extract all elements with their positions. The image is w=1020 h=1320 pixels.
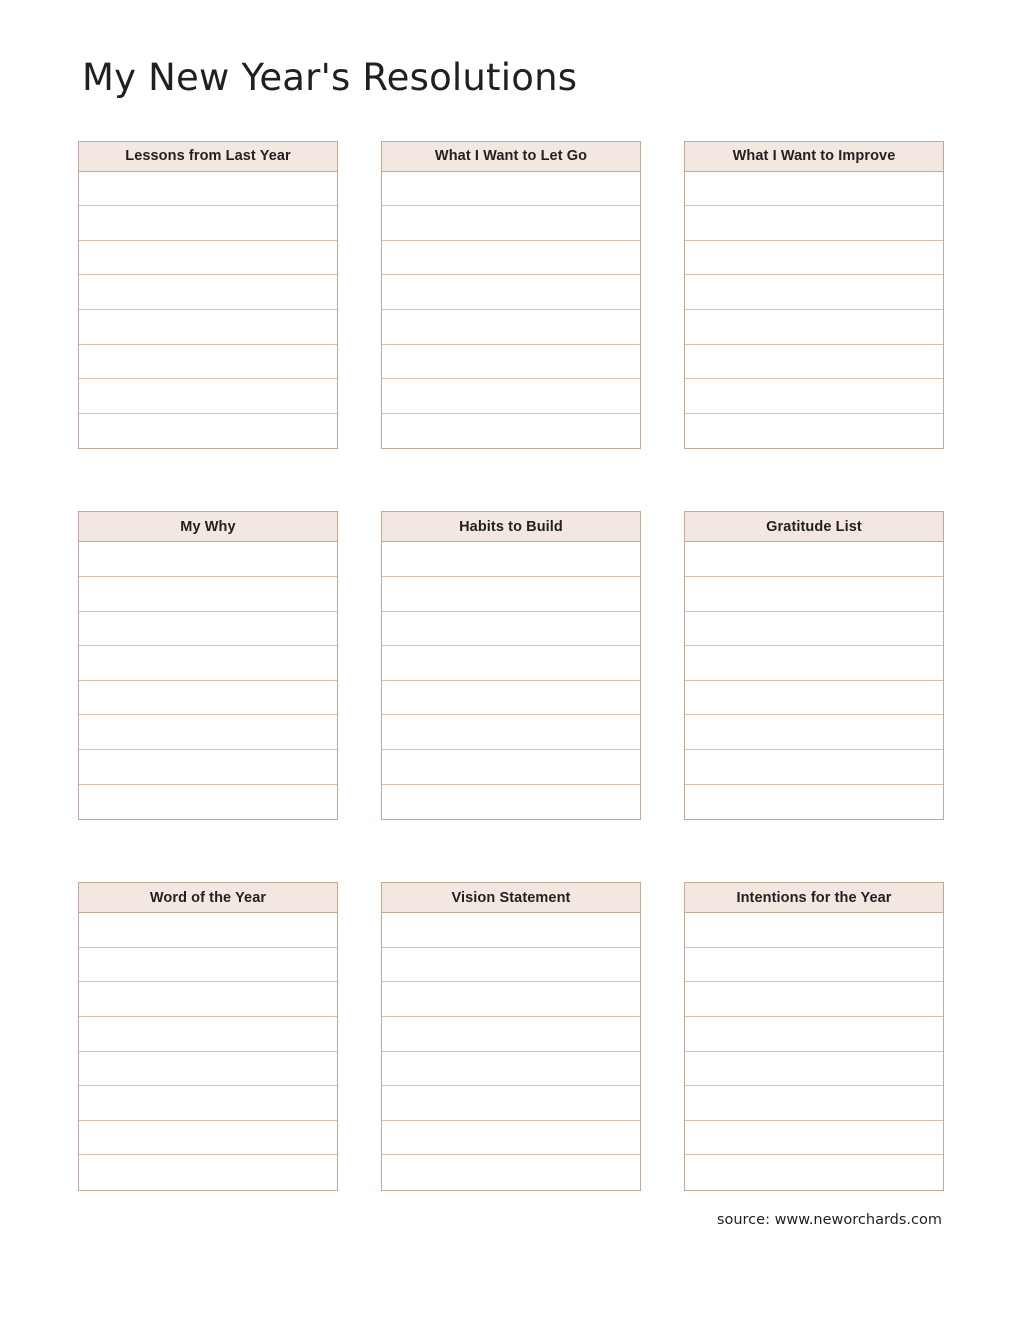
write-line[interactable] bbox=[382, 542, 640, 577]
write-line[interactable] bbox=[79, 1155, 337, 1190]
card-lines bbox=[78, 542, 338, 820]
write-line[interactable] bbox=[685, 948, 943, 983]
write-line[interactable] bbox=[685, 715, 943, 750]
write-line[interactable] bbox=[685, 542, 943, 577]
write-line[interactable] bbox=[685, 1052, 943, 1087]
card-lines bbox=[381, 542, 641, 820]
write-line[interactable] bbox=[79, 715, 337, 750]
write-line[interactable] bbox=[685, 206, 943, 241]
write-line[interactable] bbox=[382, 646, 640, 681]
write-line[interactable] bbox=[79, 275, 337, 310]
write-line[interactable] bbox=[685, 414, 943, 449]
write-line[interactable] bbox=[685, 379, 943, 414]
write-line[interactable] bbox=[79, 785, 337, 820]
write-line[interactable] bbox=[685, 1017, 943, 1052]
write-line[interactable] bbox=[79, 345, 337, 380]
write-line[interactable] bbox=[382, 681, 640, 716]
card-lines bbox=[78, 172, 338, 450]
write-line[interactable] bbox=[382, 172, 640, 207]
page-title: My New Year's Resolutions bbox=[82, 56, 578, 99]
card-title: Vision Statement bbox=[381, 882, 641, 913]
write-line[interactable] bbox=[685, 275, 943, 310]
card-lines bbox=[78, 913, 338, 1191]
write-line[interactable] bbox=[382, 577, 640, 612]
card-title: What I Want to Let Go bbox=[381, 141, 641, 172]
card-habits-to-build bbox=[381, 511, 641, 820]
card-title: Habits to Build bbox=[381, 511, 641, 542]
card-gratitude-list bbox=[684, 511, 944, 820]
write-line[interactable] bbox=[79, 1086, 337, 1121]
write-line[interactable] bbox=[79, 646, 337, 681]
card-title: Gratitude List bbox=[684, 511, 944, 542]
card-vision-statement bbox=[381, 882, 641, 1191]
card-title: Word of the Year bbox=[78, 882, 338, 913]
write-line[interactable] bbox=[382, 1121, 640, 1156]
card-intentions-for-the-year bbox=[684, 882, 944, 1191]
write-line[interactable] bbox=[382, 785, 640, 820]
write-line[interactable] bbox=[685, 310, 943, 345]
write-line[interactable] bbox=[79, 948, 337, 983]
card-lines bbox=[381, 172, 641, 450]
write-line[interactable] bbox=[382, 948, 640, 983]
write-line[interactable] bbox=[79, 542, 337, 577]
write-line[interactable] bbox=[382, 1086, 640, 1121]
write-line[interactable] bbox=[382, 379, 640, 414]
write-line[interactable] bbox=[382, 1155, 640, 1190]
write-line[interactable] bbox=[79, 1017, 337, 1052]
card-lines bbox=[381, 913, 641, 1191]
write-line[interactable] bbox=[79, 1052, 337, 1087]
write-line[interactable] bbox=[79, 1121, 337, 1156]
write-line[interactable] bbox=[382, 1052, 640, 1087]
write-line[interactable] bbox=[382, 750, 640, 785]
write-line[interactable] bbox=[79, 681, 337, 716]
write-line[interactable] bbox=[382, 206, 640, 241]
write-line[interactable] bbox=[382, 345, 640, 380]
write-line[interactable] bbox=[79, 913, 337, 948]
write-line[interactable] bbox=[79, 982, 337, 1017]
write-line[interactable] bbox=[382, 275, 640, 310]
write-line[interactable] bbox=[79, 577, 337, 612]
card-what-i-want-to-improve bbox=[684, 141, 944, 450]
write-line[interactable] bbox=[382, 241, 640, 276]
write-line[interactable] bbox=[79, 750, 337, 785]
card-lines bbox=[684, 542, 944, 820]
source-credit: source: www.neworchards.com bbox=[716, 1212, 942, 1228]
write-line[interactable] bbox=[685, 1086, 943, 1121]
write-line[interactable] bbox=[685, 681, 943, 716]
write-line[interactable] bbox=[382, 414, 640, 449]
write-line[interactable] bbox=[685, 345, 943, 380]
write-line[interactable] bbox=[382, 612, 640, 647]
write-line[interactable] bbox=[382, 982, 640, 1017]
write-line[interactable] bbox=[382, 1017, 640, 1052]
write-line[interactable] bbox=[685, 646, 943, 681]
write-line[interactable] bbox=[382, 715, 640, 750]
write-line[interactable] bbox=[685, 172, 943, 207]
write-line[interactable] bbox=[79, 612, 337, 647]
card-title: Intentions for the Year bbox=[684, 882, 944, 913]
card-title: My Why bbox=[78, 511, 338, 542]
write-line[interactable] bbox=[685, 750, 943, 785]
write-line[interactable] bbox=[79, 172, 337, 207]
card-my-why bbox=[78, 511, 338, 820]
card-what-i-want-to-let-go bbox=[381, 141, 641, 450]
write-line[interactable] bbox=[685, 982, 943, 1017]
write-line[interactable] bbox=[79, 310, 337, 345]
write-line[interactable] bbox=[79, 379, 337, 414]
card-word-of-the-year bbox=[78, 882, 338, 1191]
write-line[interactable] bbox=[685, 1155, 943, 1190]
card-lines bbox=[684, 913, 944, 1191]
card-title: Lessons from Last Year bbox=[78, 141, 338, 172]
write-line[interactable] bbox=[382, 913, 640, 948]
write-line[interactable] bbox=[685, 241, 943, 276]
write-line[interactable] bbox=[79, 206, 337, 241]
write-line[interactable] bbox=[685, 913, 943, 948]
card-lines bbox=[684, 172, 944, 450]
cards-grid bbox=[78, 141, 942, 1191]
write-line[interactable] bbox=[382, 310, 640, 345]
write-line[interactable] bbox=[685, 612, 943, 647]
write-line[interactable] bbox=[685, 1121, 943, 1156]
card-title: What I Want to Improve bbox=[684, 141, 944, 172]
card-lessons-from-last-year bbox=[78, 141, 338, 450]
write-line[interactable] bbox=[79, 241, 337, 276]
write-line[interactable] bbox=[685, 785, 943, 820]
write-line[interactable] bbox=[79, 414, 337, 449]
write-line[interactable] bbox=[685, 577, 943, 612]
